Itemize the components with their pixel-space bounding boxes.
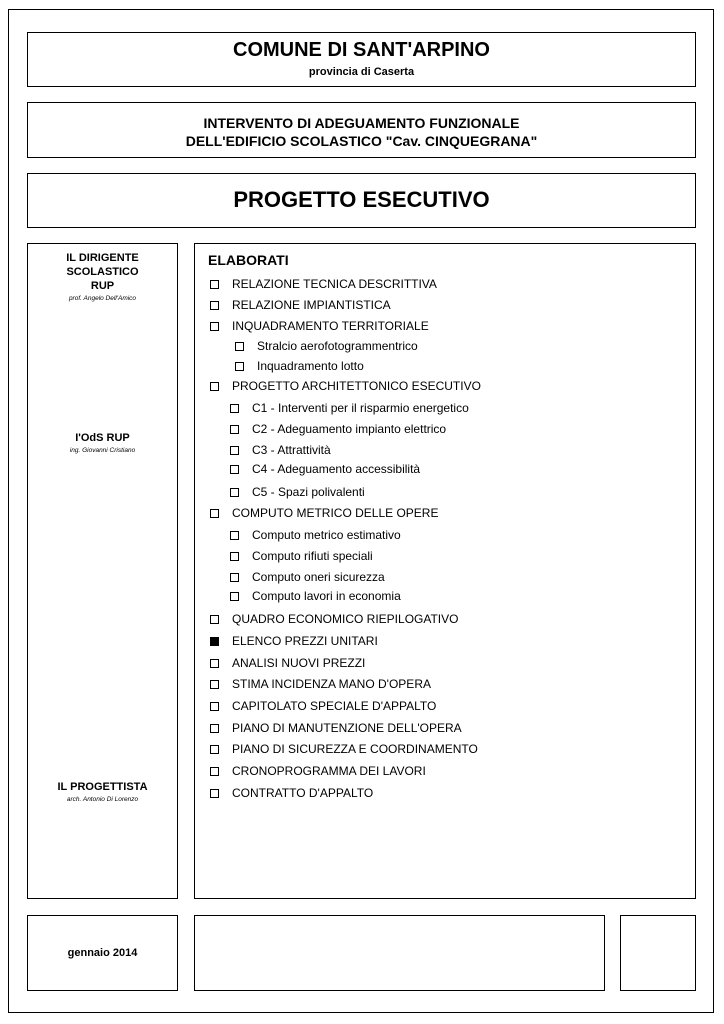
elaborato-item: [230, 443, 331, 457]
elaborato-item: [230, 401, 469, 415]
elaborato-label: C2 - Adeguamento impianto elettrico: [252, 422, 447, 436]
footer-empty-box: [194, 915, 605, 991]
elaborato-label: INQUADRAMENTO TERRITORIALE: [232, 319, 429, 333]
checkbox-icon: [210, 767, 219, 776]
role-person: arch. Antonio Di Lorenzo: [66, 796, 139, 803]
role-person: ing. Giovanni Cristiano: [69, 447, 136, 454]
date-label: gennaio 2014: [67, 947, 138, 959]
elaborato-item: [210, 379, 481, 393]
checkbox-icon: [210, 702, 219, 711]
checkbox-icon: [210, 680, 219, 689]
elaborato-label: QUADRO ECONOMICO RIEPILOGATIVO: [232, 612, 459, 626]
elaborato-item: [210, 699, 436, 713]
elaborato-label: STIMA INCIDENZA MANO D'OPERA: [232, 677, 431, 691]
role-title-line: I'OdS RUP: [75, 432, 130, 444]
role-ods-rup: [28, 431, 177, 454]
elaborato-label: C1 - Interventi per il risparmio energetico: [252, 401, 469, 415]
checkbox-icon: [230, 573, 239, 582]
elaborato-label: CAPITOLATO SPECIALE D'APPALTO: [232, 699, 437, 713]
elaborato-label: PIANO DI MANUTENZIONE DELL'OPERA: [232, 721, 462, 735]
elaborato-label: Computo lavori in economia: [252, 589, 401, 603]
checkbox-icon: [230, 465, 239, 474]
checkbox-icon: [235, 342, 244, 351]
project-title-line-2: DELL'EDIFICIO SCOLASTICO "Cav. CINQUEGRANA": [185, 133, 538, 149]
elaborato-item: [230, 422, 446, 436]
checkbox-icon: [210, 789, 219, 798]
role-progettista: [28, 780, 177, 803]
checkbox-icon: [210, 724, 219, 733]
checkbox-icon: [210, 745, 219, 754]
elaborato-item: [230, 462, 420, 476]
elaborato-item: [210, 721, 462, 735]
elaborato-label: COMPUTO METRICO DELLE OPERE: [232, 506, 439, 520]
elaborato-label: CONTRATTO D'APPALTO: [232, 786, 374, 800]
role-dirigente: [28, 251, 177, 302]
role-person: prof. Angelo Dell'Amico: [68, 295, 137, 302]
elaborato-label: PROGETTO ARCHITETTONICO ESECUTIVO: [232, 379, 481, 393]
elaborato-item: [230, 570, 385, 584]
elaborato-item: [210, 634, 378, 648]
checkbox-icon: [230, 446, 239, 455]
checkbox-icon: [230, 488, 239, 497]
elaborato-item: [230, 549, 373, 563]
elaborato-label: Stralcio aerofotogrammentrico: [257, 339, 418, 353]
elaborato-item: [210, 677, 431, 691]
elaborato-label: Inquadramento lotto: [257, 359, 364, 373]
roles-column: [27, 243, 178, 899]
elaborato-label: Computo metrico estimativo: [252, 528, 401, 542]
elaborato-item: [210, 277, 437, 291]
checkbox-icon: [210, 615, 219, 624]
phase-box: [27, 173, 696, 228]
elaborato-item: [230, 528, 401, 542]
elaborato-label: Computo oneri sicurezza: [252, 570, 385, 584]
elaborato-item: [230, 485, 365, 499]
phase-title: PROGETTO ESECUTIVO: [233, 187, 490, 212]
project-title-box: [27, 102, 696, 158]
role-title-line: SCOLASTICO: [66, 266, 139, 278]
checkbox-icon: [210, 509, 219, 518]
checkbox-icon: [230, 592, 239, 601]
elaborato-label: PIANO DI SICUREZZA E COORDINAMENTO: [232, 742, 478, 756]
checkbox-icon: [230, 552, 239, 561]
elaborati-box: [194, 243, 696, 899]
elaborato-item: [210, 506, 438, 520]
elaborato-label: Computo rifiuti speciali: [252, 549, 373, 563]
municipality-box: [27, 32, 696, 87]
checkbox-icon: [210, 659, 219, 668]
elaborato-item: [210, 656, 365, 670]
checkbox-icon: [210, 301, 219, 310]
checkbox-icon: [230, 425, 239, 434]
role-title-line: IL DIRIGENTE: [66, 252, 139, 264]
role-title-line: IL PROGETTISTA: [57, 781, 148, 793]
checkbox-icon: [210, 280, 219, 289]
elaborato-item: [210, 742, 478, 756]
elaborato-item: [230, 589, 401, 603]
municipality-title: COMUNE DI SANT'ARPINO: [233, 39, 490, 61]
elaborato-label: RELAZIONE IMPIANTISTICA: [232, 298, 391, 312]
checkbox-icon: [230, 404, 239, 413]
elaborato-label: CRONOPROGRAMMA DEI LAVORI: [232, 764, 426, 778]
elaborato-item: [210, 319, 429, 333]
elaborato-label: C4 - Adeguamento accessibilità: [252, 462, 421, 476]
elaborato-item: [235, 359, 364, 373]
province-subtitle: provincia di Caserta: [308, 66, 415, 78]
checkbox-icon: [230, 531, 239, 540]
role-title-line: RUP: [90, 280, 115, 292]
checkbox-icon: [235, 362, 244, 371]
elaborato-item: [235, 339, 418, 353]
date-box: [27, 915, 178, 991]
checkbox-icon: [210, 382, 219, 391]
elaborato-item: [210, 764, 426, 778]
checked-box-icon: [210, 637, 219, 646]
footer-empty-box-small: [620, 915, 696, 991]
elaborato-label: RELAZIONE TECNICA DESCRITTIVA: [232, 277, 437, 291]
elaborato-label: ANALISI NUOVI PREZZI: [232, 656, 366, 670]
elaborato-item: [210, 612, 458, 626]
elaborato-item: [210, 786, 373, 800]
checkbox-icon: [210, 322, 219, 331]
elaborato-label: ELENCO PREZZI UNITARI: [232, 634, 378, 648]
elaborati-title: ELABORATI: [208, 252, 289, 268]
elaborato-item: [210, 298, 391, 312]
elaborato-label: C3 - Attrattività: [252, 443, 331, 457]
project-title-line-1: INTERVENTO DI ADEGUAMENTO FUNZIONALE: [203, 115, 520, 131]
elaborato-label: C5 - Spazi polivalenti: [252, 485, 365, 499]
